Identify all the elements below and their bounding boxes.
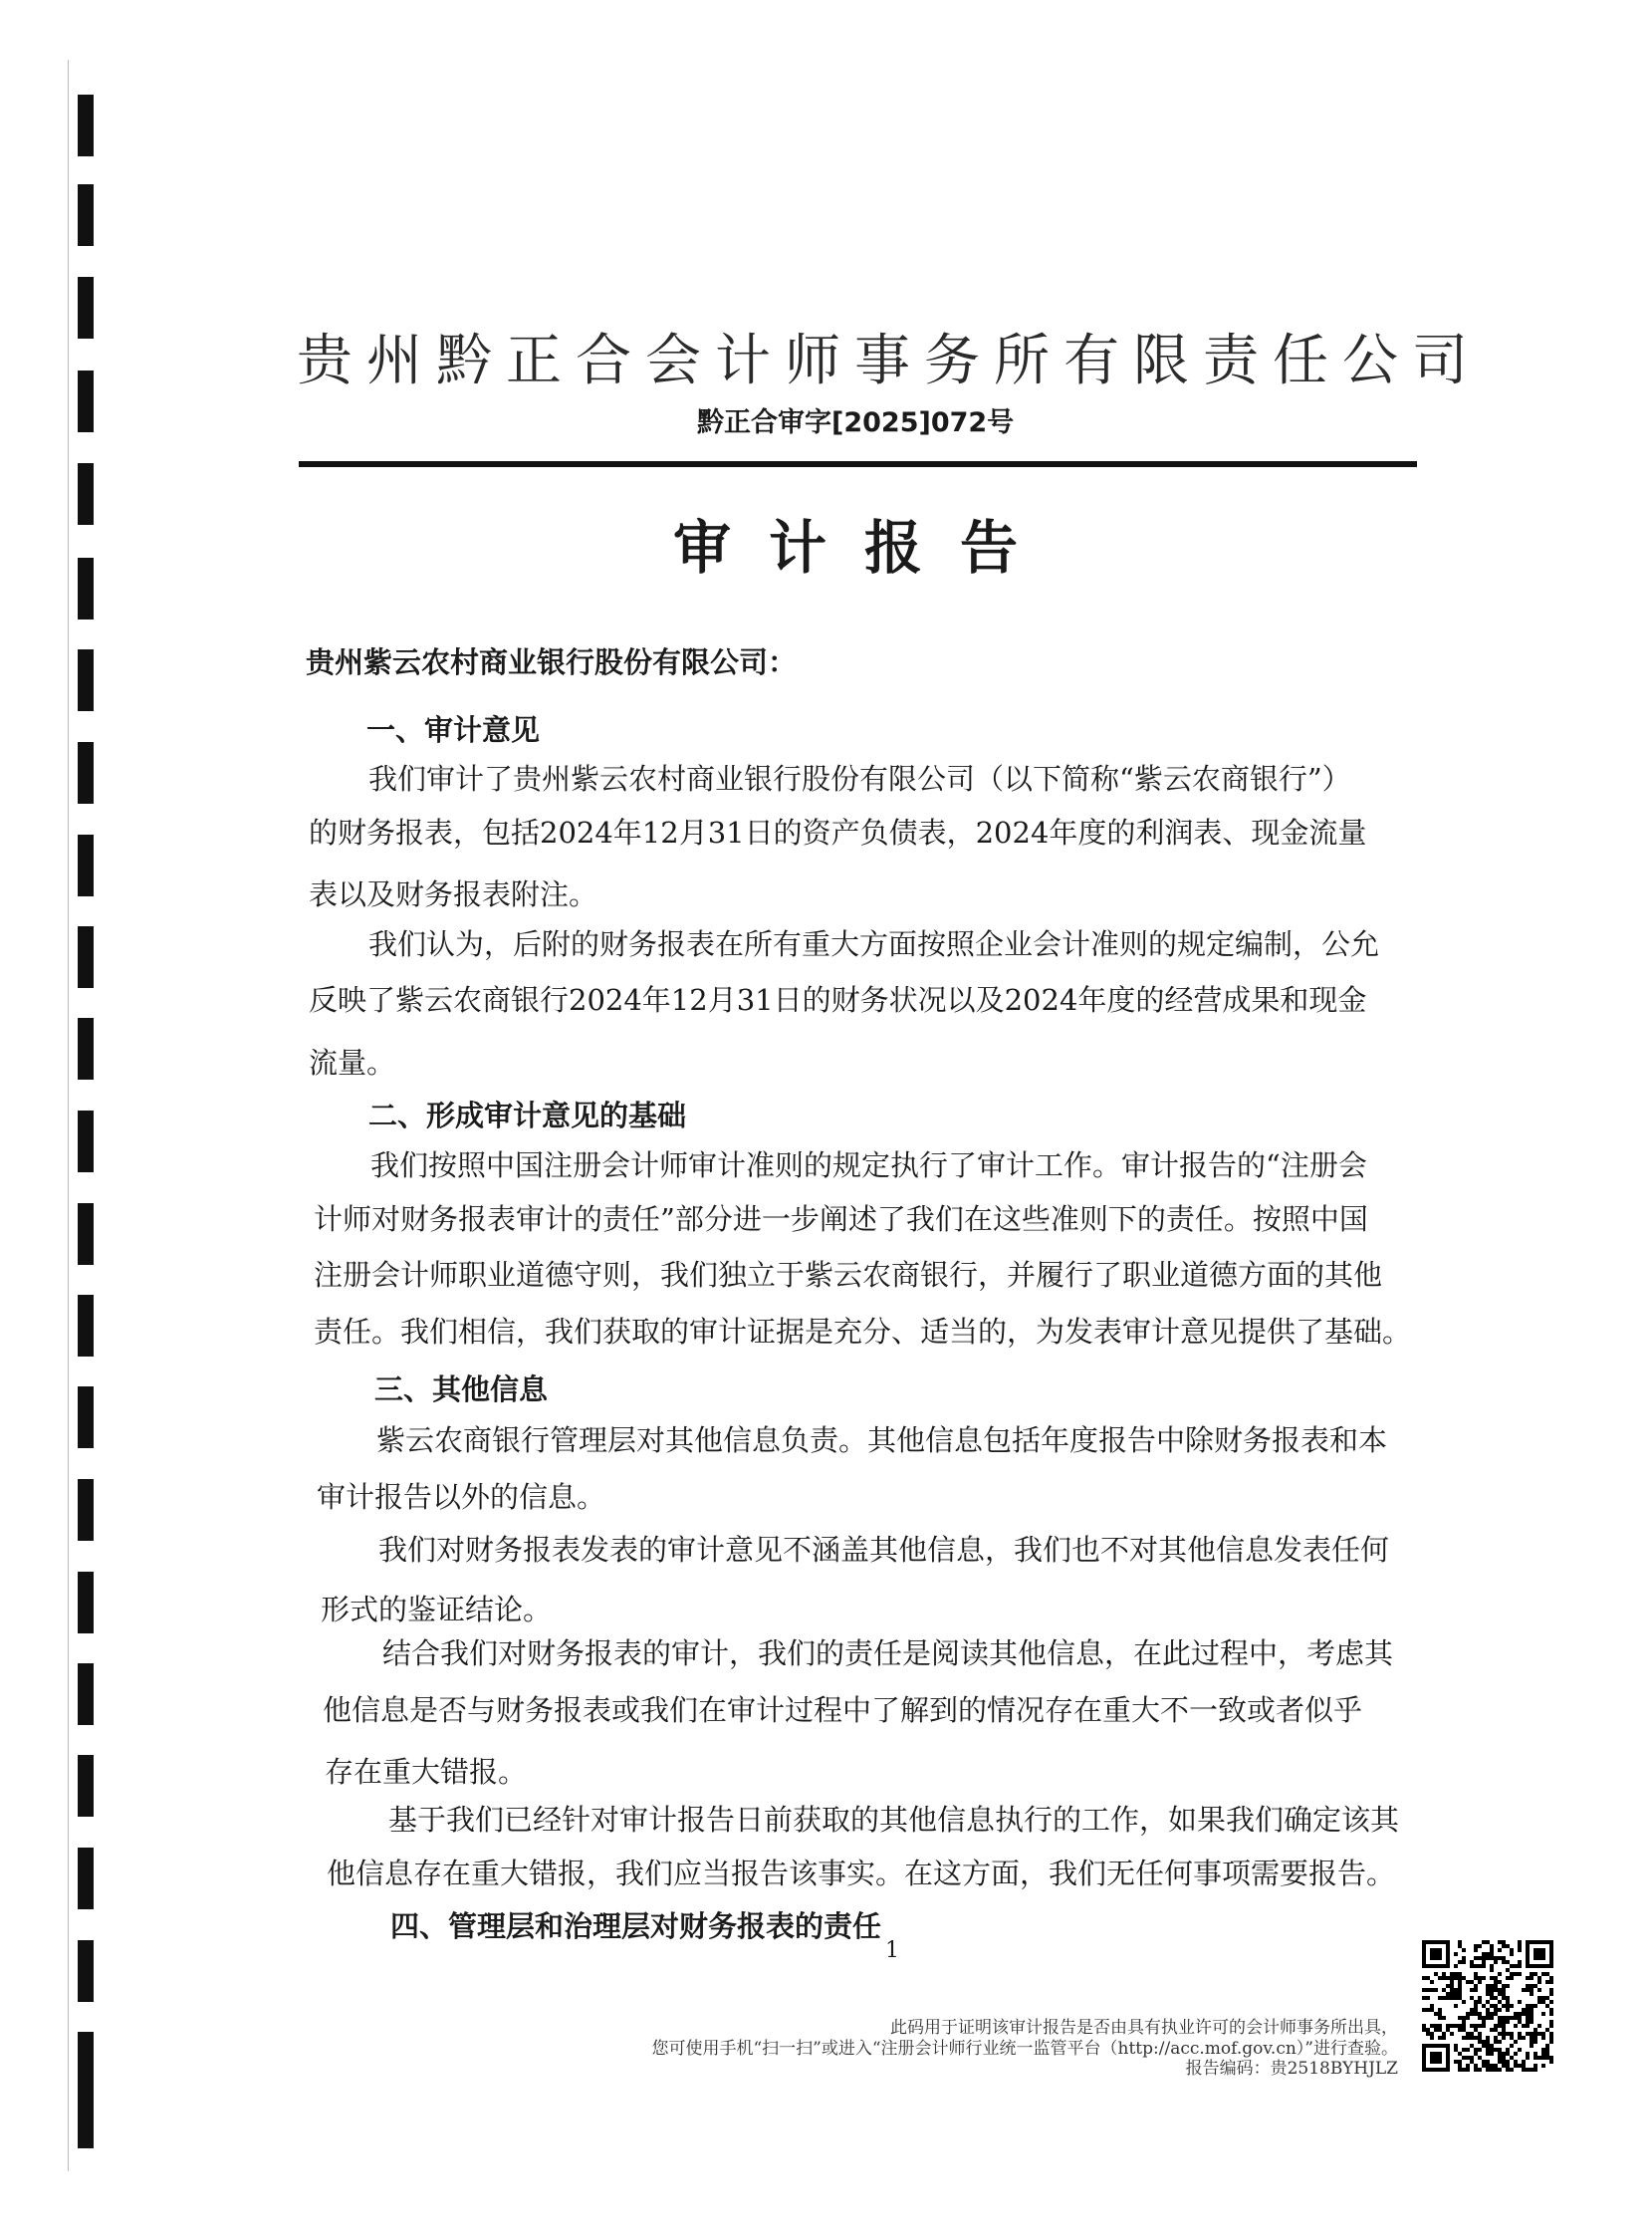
header-divider <box>299 461 1417 467</box>
paragraph-line: 结合我们对财务报表的审计，我们的责任是阅读其他信息，在此过程中，考虑其 <box>382 1636 1394 1670</box>
binding-holes <box>72 0 102 2235</box>
binding-hole-mark <box>78 1295 94 1357</box>
section-heading-audit-opinion: 一、审计意见 <box>366 713 541 747</box>
verification-note-line2: 您可使用手机“扫一扫”或进入“注册会计师行业统一监管平台（http://acc.mof.gov.cn）”进行查验。 <box>651 2039 1398 2059</box>
binding-hole-mark <box>78 1940 94 2002</box>
paragraph-line: 流量。 <box>309 1046 396 1080</box>
paragraph-line: 我们对财务报表发表的审计意见不涵盖其他信息，我们也不对其他信息发表任何 <box>378 1533 1390 1567</box>
section-heading-management-responsibility: 四、管理层和治理层对财务报表的责任 <box>390 1909 882 1943</box>
binding-hole-mark <box>78 95 94 156</box>
binding-hole-mark <box>78 649 94 711</box>
binding-hole-mark <box>78 1755 94 1817</box>
paragraph-line: 形式的鉴证结论。 <box>321 1593 553 1626</box>
binding-hole-mark <box>78 2087 94 2148</box>
binding-hole-mark <box>78 1848 94 1909</box>
binding-hole-mark <box>78 184 94 246</box>
binding-hole-mark <box>78 1572 94 1633</box>
paragraph-line: 反映了紫云农商银行2024年12月31日的财务状况以及2024年度的经营成果和现金 <box>309 983 1367 1017</box>
paragraph-line: 存在重大错报。 <box>325 1755 528 1789</box>
binding-hole-mark <box>78 2032 94 2094</box>
paragraph-line: 紫云农商银行管理层对其他信息负责。其他信息包括年度报告中除财务报表和本 <box>376 1423 1388 1457</box>
report-number: 黔正合审字[2025]072号 <box>697 407 1015 438</box>
report-title: 审计报告 <box>673 514 1057 582</box>
paragraph-line: 审计报告以外的信息。 <box>317 1480 606 1514</box>
report-code: 报告编码：贵2518BYHJLZ <box>1185 2059 1398 2079</box>
binding-hole-mark <box>78 371 94 432</box>
binding-hole-mark <box>78 835 94 896</box>
binding-hole-mark <box>78 1018 94 1080</box>
binding-edge-line <box>68 60 69 2171</box>
firm-name: 贵州黔正合会计师事务所有限责任公司 <box>297 329 1482 393</box>
paragraph-line: 他信息存在重大错报，我们应当报告该事实。在这方面，我们无任何事项需要报告。 <box>327 1857 1396 1890</box>
binding-hole-mark <box>78 1479 94 1541</box>
qr-code-icon[interactable] <box>1422 1940 1553 2072</box>
binding-hole-mark <box>78 1386 94 1448</box>
binding-hole-mark <box>78 463 94 525</box>
addressee: 贵州紫云农村商业银行股份有限公司： <box>306 645 798 679</box>
binding-hole-mark <box>78 277 94 339</box>
paragraph-line: 我们认为，后附的财务报表在所有重大方面按照企业会计准则的规定编制，公允 <box>368 927 1380 961</box>
paragraph-line: 注册会计师职业道德守则，我们独立于紫云农商银行，并履行了职业道德方面的其他 <box>314 1258 1383 1292</box>
binding-hole-mark <box>78 1203 94 1265</box>
paragraph-line: 表以及财务报表附注。 <box>309 877 598 911</box>
paragraph-line: 我们按照中国注册会计师审计准则的规定执行了审计工作。审计报告的“注册会 <box>370 1148 1367 1182</box>
binding-hole-mark <box>78 926 94 988</box>
binding-hole-mark <box>78 742 94 804</box>
paragraph-line: 他信息是否与财务报表或我们在审计过程中了解到的情况存在重大不一致或者似乎 <box>323 1693 1363 1727</box>
page-number: 1 <box>885 1938 899 1963</box>
section-heading-other-information: 三、其他信息 <box>374 1372 549 1406</box>
paragraph-line: 责任。我们相信，我们获取的审计证据是充分、适当的，为发表审计意见提供了基础。 <box>314 1315 1412 1349</box>
binding-hole-mark <box>78 558 94 620</box>
section-heading-basis-for-opinion: 二、形成审计意见的基础 <box>368 1099 687 1132</box>
binding-hole-mark <box>78 1111 94 1172</box>
paragraph-line: 基于我们已经针对审计报告日前获取的其他信息执行的工作，如果我们确定该其 <box>388 1803 1400 1837</box>
paragraph-line: 我们审计了贵州紫云农村商业银行股份有限公司（以下简称“紫云农商银行”） <box>368 762 1351 796</box>
paragraph-line: 计师对财务报表审计的责任”部分进一步阐述了我们在这些准则下的责任。按照中国 <box>314 1202 1368 1236</box>
binding-hole-mark <box>78 1663 94 1725</box>
paragraph-line: 的财务报表，包括2024年12月31日的资产负债表，2024年度的利润表、现金流量 <box>309 816 1367 850</box>
verification-note-line1: 此码用于证明该审计报告是否由具有执业许可的会计师事务所出具， <box>890 2018 1398 2038</box>
